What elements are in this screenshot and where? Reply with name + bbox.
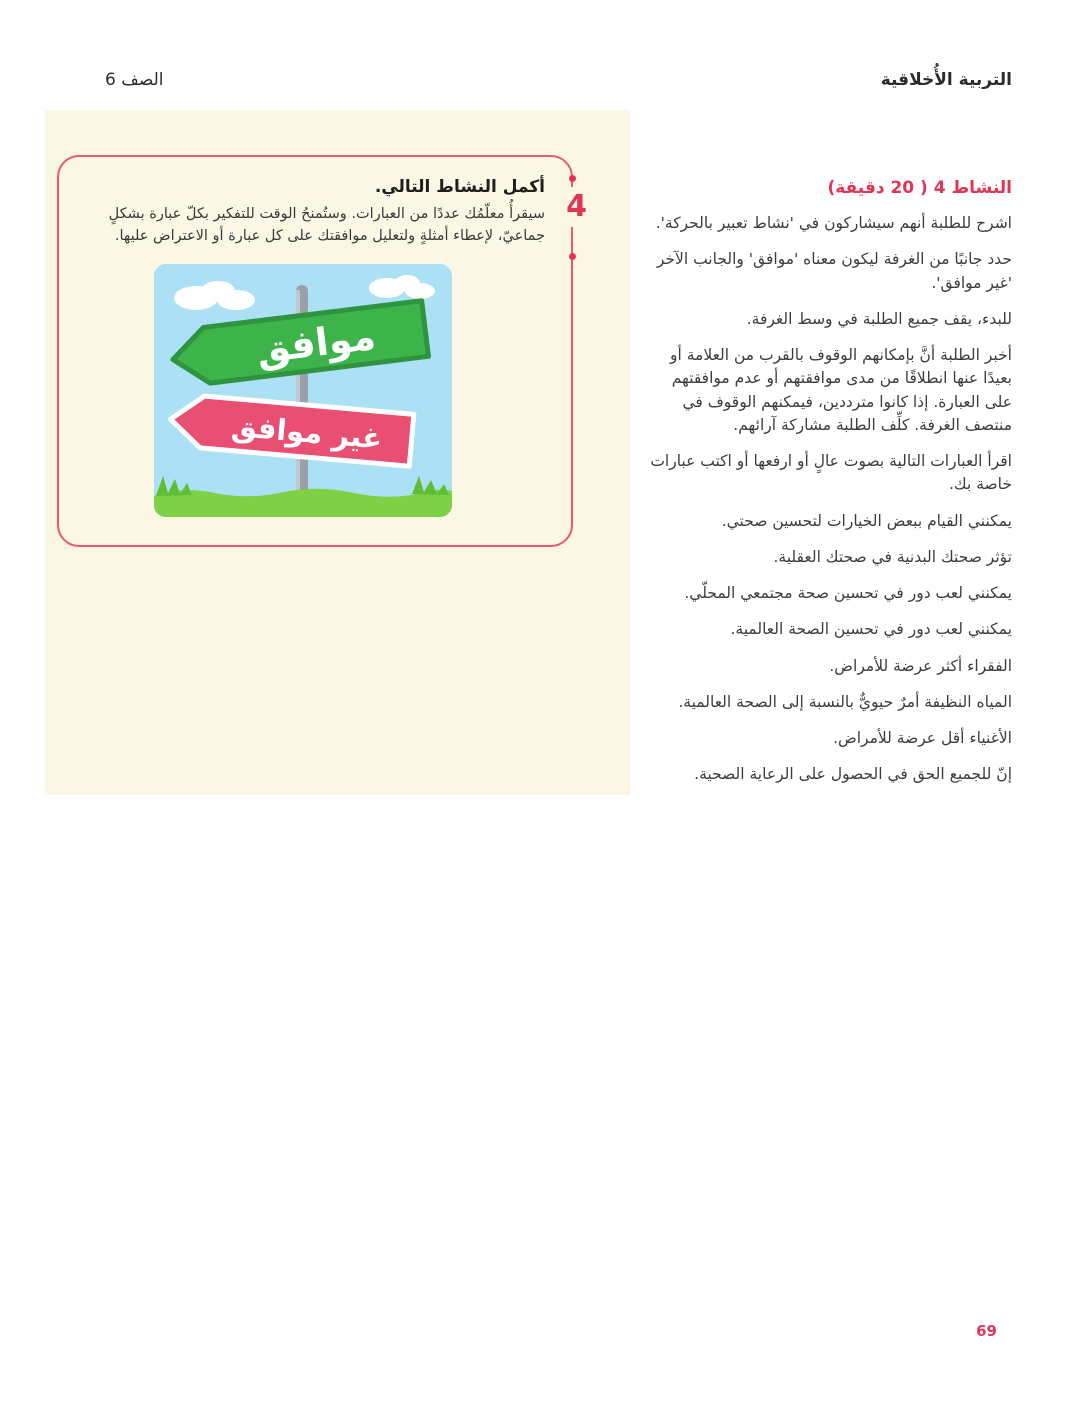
activity-instructions xyxy=(640,212,1012,787)
activity-paragraph: إنّ للجميع الحق في الحصول على الرعاية الصحية. xyxy=(694,765,1012,784)
activity-paragraph: المياه النظيفة أمرٌ حيويٌّ بالنسبة إلى الصحة العالمية. xyxy=(678,692,1012,711)
disagree-sign-label: غير موافق xyxy=(230,408,384,456)
agree-sign-label: موافق xyxy=(254,313,378,372)
activity-title: النشاط 4 ( 20 دقيقة) xyxy=(827,178,1012,198)
activity-paragraph: حدد جانبًا من الغرفة ليكون معناه 'موافق' والجانب الآخر 'غير موافق'. xyxy=(656,250,1012,292)
activity-paragraph: اقرأ العبارات التالية بصوت عالٍ أو ارفعها أو اكتب عبارات خاصة بك. xyxy=(650,452,1012,494)
task-body: سيقرأُ معلّمُك عددًا من العبارات. وستُمنحُ الوقت للتفكير بكلّ عبارة بشكلٍ جماعيّ، لإعطاء أمثلةٍ ولتعليل موافقتك على كل عبارة أو الاعتراض عليها. xyxy=(108,206,545,245)
header-subject: التربية الأُخلاقية xyxy=(880,70,1012,90)
activity-paragraph: اشرح للطلبة أنهم سيشاركون في 'نشاط تعبير بالحركة'. xyxy=(655,214,1012,232)
activity-paragraph: يمكنني لعب دور في تحسين صحة مجتمعي المحلّي. xyxy=(684,584,1012,602)
signpost-illustration xyxy=(154,264,452,517)
activity-column xyxy=(640,178,1012,800)
activity-paragraph: يمكنني القيام ببعض الخيارات لتحسين صحتي. xyxy=(721,511,1012,530)
student-task-panel xyxy=(45,110,630,795)
activity-paragraph: الفقراء أكثر عرضة للأمراض. xyxy=(829,656,1012,675)
activity-paragraph: أخبر الطلبة أنَّ بإمكانهم الوقوف بالقرب من العلامة أو بعيدًا عنها انطلاقًا من مدى موافقتهم أو عدم موافقتهم على العبارة. إذا كانوا مترددين، فيمكنهم الوقوف في منتصف الغرفة. كلِّف الطلبة مشاركة آرائهم. xyxy=(669,346,1012,434)
header-grade: الصف 6 xyxy=(105,70,164,90)
activity-paragraph: للبدء، يقف جميع الطلبة في وسط الغرفة. xyxy=(746,309,1012,328)
page-number: 69 xyxy=(976,1322,997,1340)
task-box xyxy=(57,155,587,547)
activity-paragraph: يمكنني لعب دور في تحسين الصحة العالمية. xyxy=(730,620,1012,639)
decorative-dot xyxy=(569,175,576,182)
activity-paragraph: تؤثر صحتك البدنية في صحتك العقلية. xyxy=(773,547,1012,566)
task-title: أكمل النشاط التالي. xyxy=(374,177,545,197)
task-number: 4 xyxy=(563,187,590,227)
activity-paragraph: الأغنياء أقل عرضة للأمراض. xyxy=(833,729,1012,747)
decorative-dot xyxy=(569,253,576,260)
